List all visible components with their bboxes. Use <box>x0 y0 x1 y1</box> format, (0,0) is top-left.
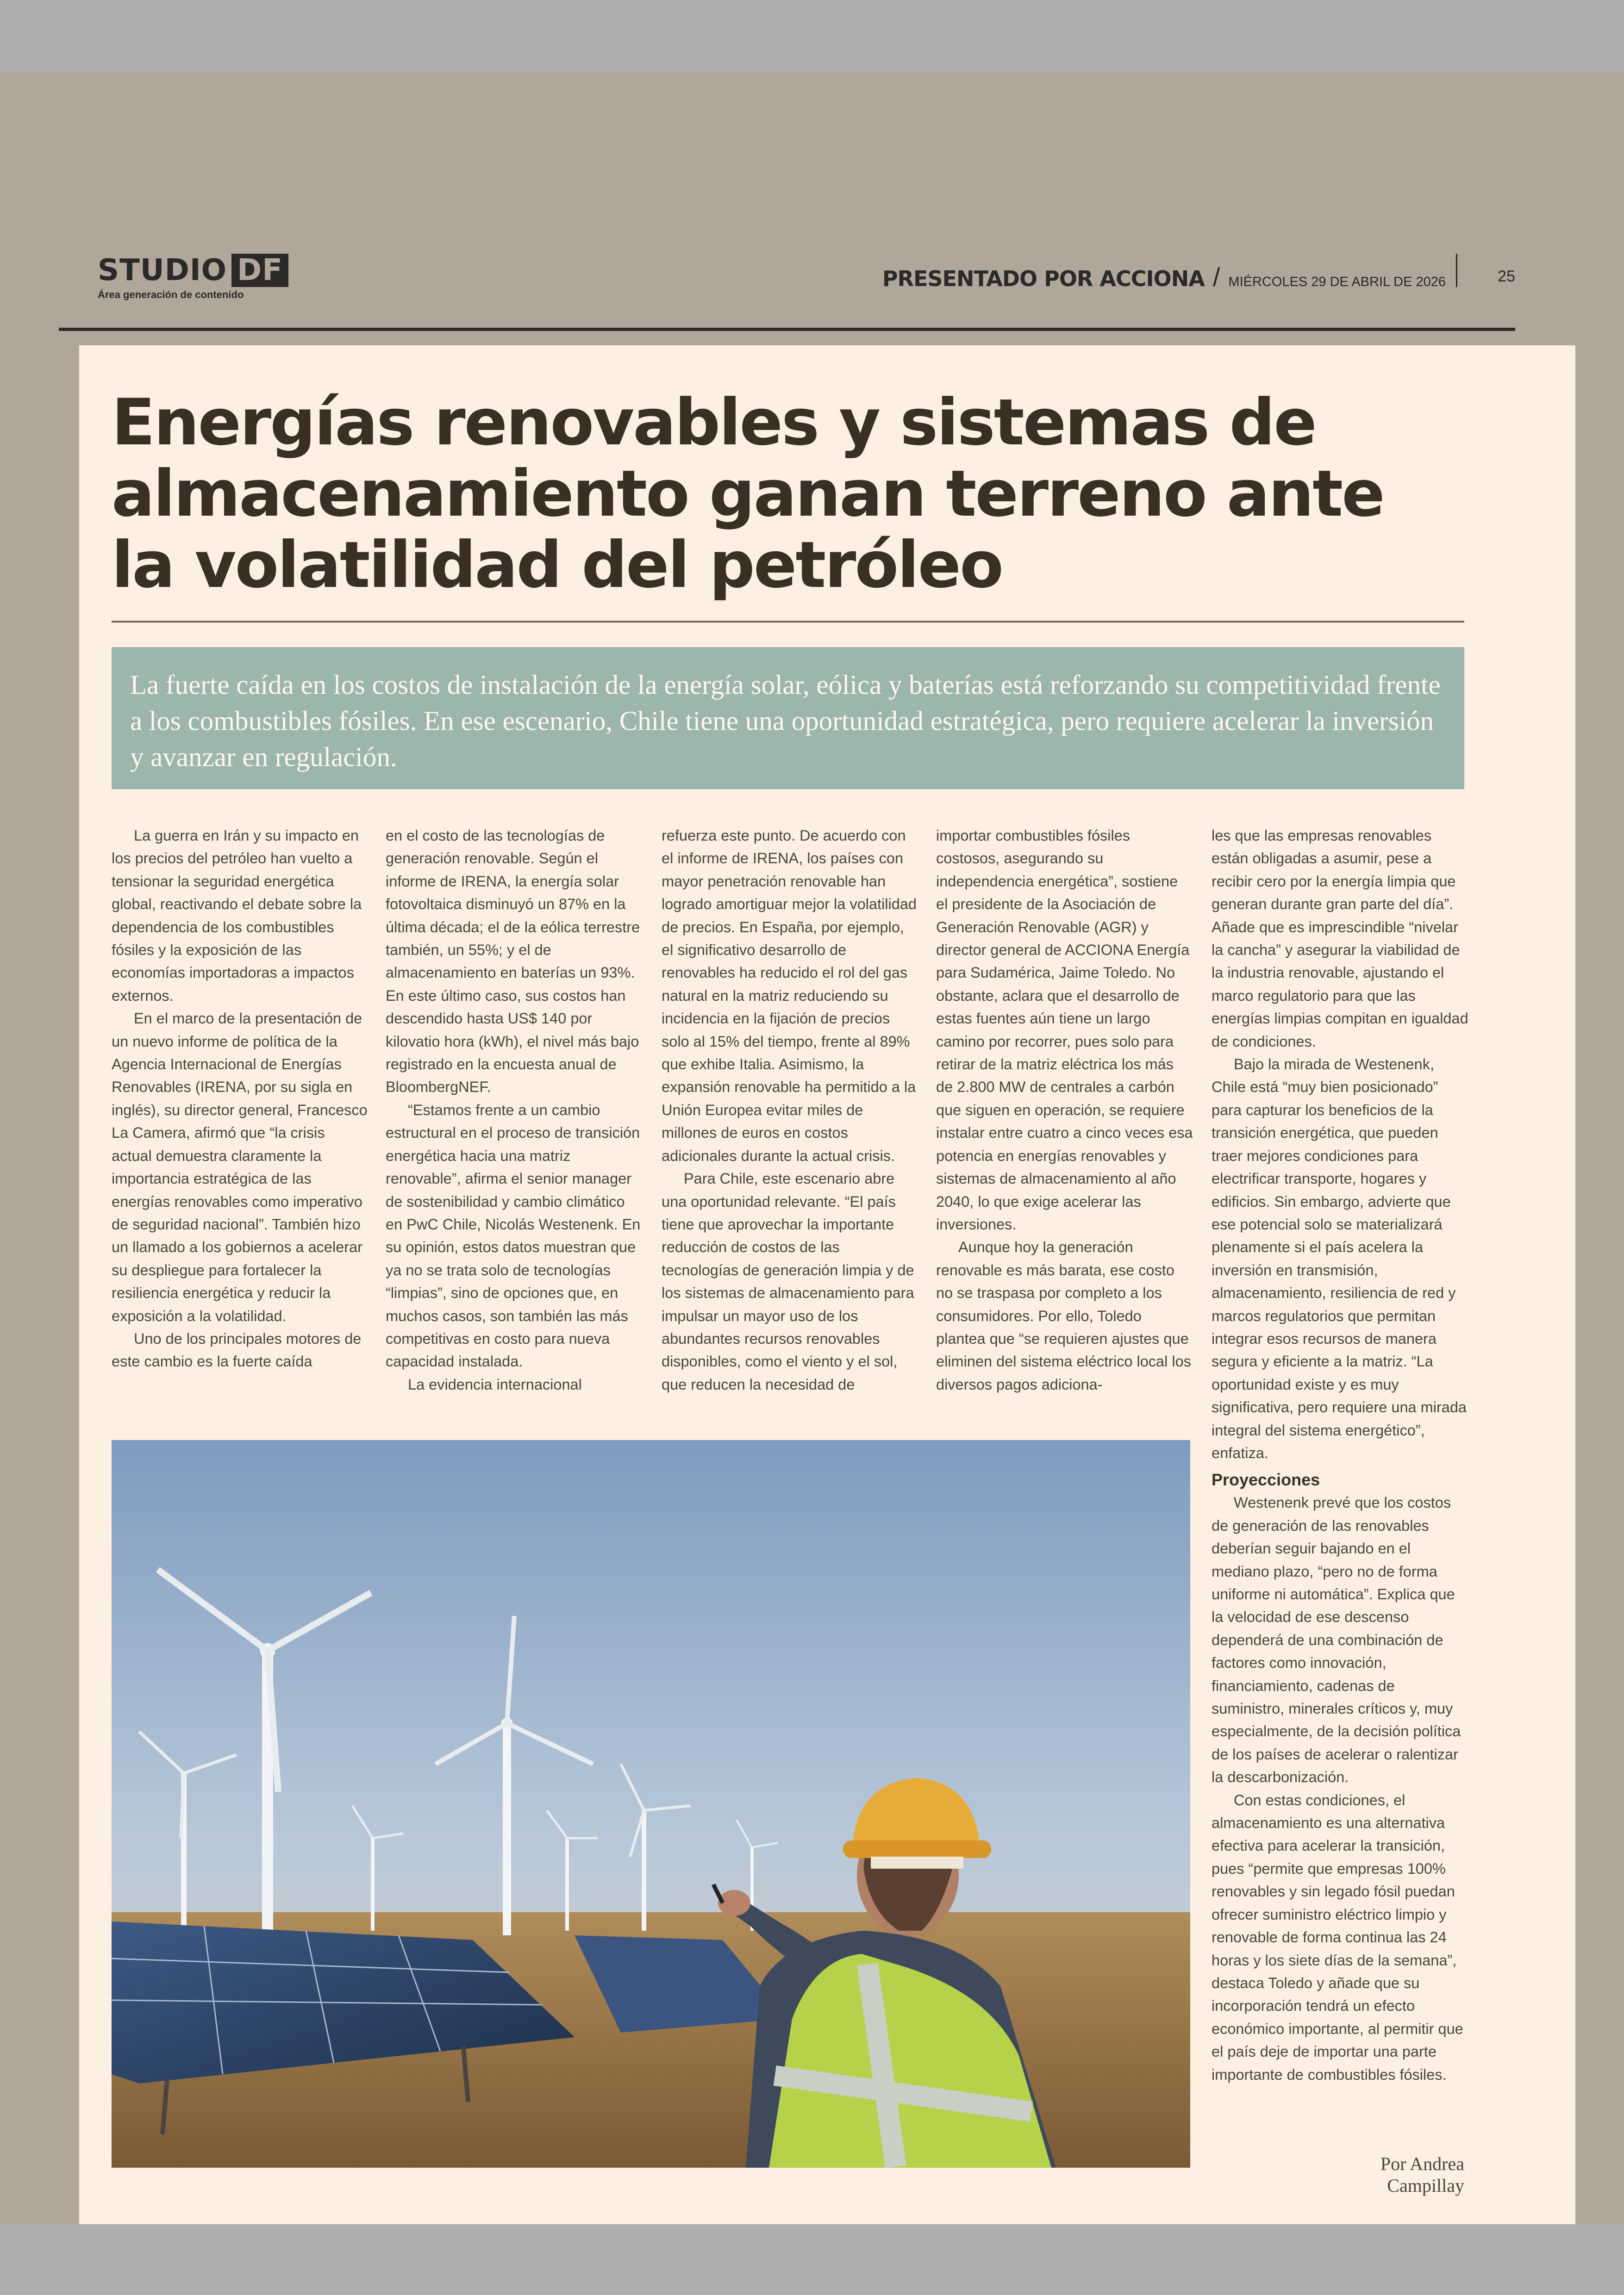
paragraph: refuerza este punto. De acuerdo con el informe de IRENA, los países con mayor penetración renovable han logrado amortiguar mejor la volatilidad de precios. En España, por ejemplo, el significativo desarrollo de renovables ha reducido el rol del gas natural en la matriz reduciendo su incidencia en la fijación de precios solo al 15% del tiempo, frente al 89% que exhibe Italia. Asimismo, la expansión renovable ha permitido a la Unión Europea evitar miles de millones de euros en costos adicionales durante la actual crisis. <box>662 827 917 1164</box>
paragraph: Bajo la mirada de Westenenk, Chile está “muy bien posicionado” para capturar los beneficios de la transición energética, que pueden traer mejores condiciones para electrificar transporte, hogares y edificios. Sin embargo, advierte que ese potencial solo se materializará plenamente si el país acelera la inversión en transmisión, almacenamiento, resiliencia de red y marcos regulatorios que permitan integrar esos recursos de manera segura y eficiente a la matriz. “La oportunidad existe y es muy significativa, pero requiere una mirada integral del sistema energético”, enfatiza. <box>1212 1056 1467 1461</box>
lead-text: La fuerte caída en los costos de instalación de la energía solar, eólica y baterías está reforzando su competitividad frente a los combustibles fósiles. En ese escenario, Chile tiene una oportunidad estratégica, pero requiere acelerar la inversión y avanzar en regulación. <box>130 669 1441 772</box>
article-photo <box>112 1440 1190 2168</box>
presented-by <box>882 262 1446 292</box>
issue-date: MIÉRCOLES 29 DE ABRIL DE 2026 <box>1228 274 1446 289</box>
paragraph: importar combustibles fósiles costosos, asegurando su independencia energética”, sostiene el presidente de la Asociación de Generación Renovable (AGR) y director general de ACCIONA Energía para Sudamérica, Jaime Toledo. No obstante, aclara que el desarrollo de estas fuentes aún tiene un largo camino por recorrer, pues solo para retirar de la matriz eléctrica los más de 2.800 MW de centrales a carbón que siguen en operación, se requiere instalar entre cuatro a cinco veces esa potencia en energías renovables y sistemas de almacenamiento al año 2040, lo que exige acelerar las inversiones. <box>936 827 1193 1233</box>
text-column-1 <box>112 824 369 1373</box>
title-divider <box>112 621 1464 623</box>
page-background <box>0 72 1624 2224</box>
text-column-3 <box>662 824 918 1396</box>
studio-df-logo[interactable] <box>98 254 288 301</box>
paragraph: Uno de los principales motores de este cambio es la fuerte caída <box>112 1330 362 1370</box>
paragraph: Con estas condiciones, el almacenamiento es una alternativa efectiva para acelerar la transición, pues “permite que empresas 100% renovables y sin legado fósil puedan ofrecer suministro eléctrico limpio y renovable de forma continua las 24 horas y los siete días de la semana”, destaca Toledo y añade que su incorporación tendrá un efecto económico importante, al permitir que el país deje de importar una parte importante de combustibles fósiles. <box>1212 1791 1463 2083</box>
sponsor-label: PRESENTADO POR ACCIONA <box>882 266 1205 291</box>
bottom-margin <box>0 2224 1624 2295</box>
paragraph: En el marco de la presentación de un nuevo informe de política de la Agencia Internacional de Energías Renovables (IRENA, por su sigla en inglés), su director general, Francesco La Camera, afirmó que “la crisis actual demuestra claramente la importancia estratégica de las energías renovables como imperativo de seguridad nacional”. También hizo un llamado a los gobiernos a acelerar su despliegue para fortalecer la resiliencia energética y reducir la exposición a la volatilidad. <box>112 1010 368 1324</box>
paragraph: La guerra en Irán y su impacto en los precios del petróleo han vuelto a tensionar la seguridad energética global, reactivando el debate sobre la dependencia de los combustibles fósiles y la exposición de las economías importadoras a impactos externos. <box>112 827 362 1004</box>
text-column-2 <box>386 824 643 1396</box>
paragraph: Aunque hoy la generación renovable es más barata, ese costo no se traspasa por completo a los consumidores. Por ello, Toledo plantea que “se requieren ajustes que eliminen del sistema eléctrico local los diversos pagos adiciona- <box>936 1239 1191 1393</box>
logo-subtitle: Área generación de contenido <box>98 289 244 300</box>
paragraph: Westenenk prevé que los costos de generación de las renovables deberían seguir bajando en el mediano plazo, “pero no de forma uniforme ni automática”. Explica que la velocidad de ese descenso dependerá de una combinación de factores como innovación, financiamiento, cadenas de suministro, minerales críticos y, muy especialmente, de la decisión política de los países de acelerar o ralentizar la descarbonización. <box>1212 1494 1461 1786</box>
article-lead <box>112 647 1464 789</box>
page-number: 25 <box>1498 268 1515 285</box>
article-title: Energías renovables y sistemas de almacenamiento ganan terreno ante la volatilidad del petróleo <box>112 385 1384 602</box>
section-subhead: Proyecciones <box>1212 1470 1320 1490</box>
header-divider <box>1456 254 1457 287</box>
paragraph: Para Chile, este escenario abre una oportunidad relevante. “El país tiene que aprovechar la importante reducción de costos de las tecnologías de generación limpia y de los sistemas de almacenamiento para impulsar un mayor uso de los abundantes recursos renovables disponibles, como el viento y el sol, que reducen la necesidad de <box>662 1170 914 1393</box>
header-separator: / <box>1212 262 1220 292</box>
logo-text: STUDIO <box>98 253 227 287</box>
paragraph: La evidencia internacional <box>408 1376 582 1393</box>
paragraph: “Estamos frente a un cambio estructural en el proceso de transición energética hacia una matriz renovable”, afirma el senior manager de sostenibilidad y cambio climático en PwC Chile, Nicolás Westenenk. En su opinión, estos datos muestran que ya no se trata solo de tecnologías “limpias”, sino de opciones que, en muchos casos, son también las más competitivas en costo para nueva capacidad instalada. <box>386 1101 641 1370</box>
article-panel <box>79 345 1575 2227</box>
paragraph: les que las empresas renovables están obligadas a asumir, pese a recibir cero por la energía limpia que generan durante gran parte del día”. Añade que es imprescindible “nivelar la cancha” y asegurar la viabilidad de la industria renovable, ajustando el marco regulatorio para que las energías limpias compitan en igualdad de condiciones. <box>1212 827 1468 1050</box>
text-column-4 <box>936 824 1193 1396</box>
header-rule <box>59 328 1515 331</box>
text-column-5 <box>1212 824 1468 2086</box>
wind-solar-photo <box>112 1440 1190 2168</box>
paragraph: en el costo de las tecnologías de generación renovable. Según el informe de IRENA, la energía solar fotovoltaica disminuyó un 87% en la última década; el de la eólica terrestre también, un 55%; y el de almacenamiento en baterías un 93%. En este último caso, sus costos han descendido hasta US$ 140 por kilovatio hora (kWh), el nivel más bajo registrado en la encuesta anual de BloombergNEF. <box>386 827 640 1096</box>
page-header <box>59 184 1515 330</box>
byline: Por Andrea Campillay <box>1380 2153 1464 2196</box>
logo-box: DF <box>231 254 288 287</box>
